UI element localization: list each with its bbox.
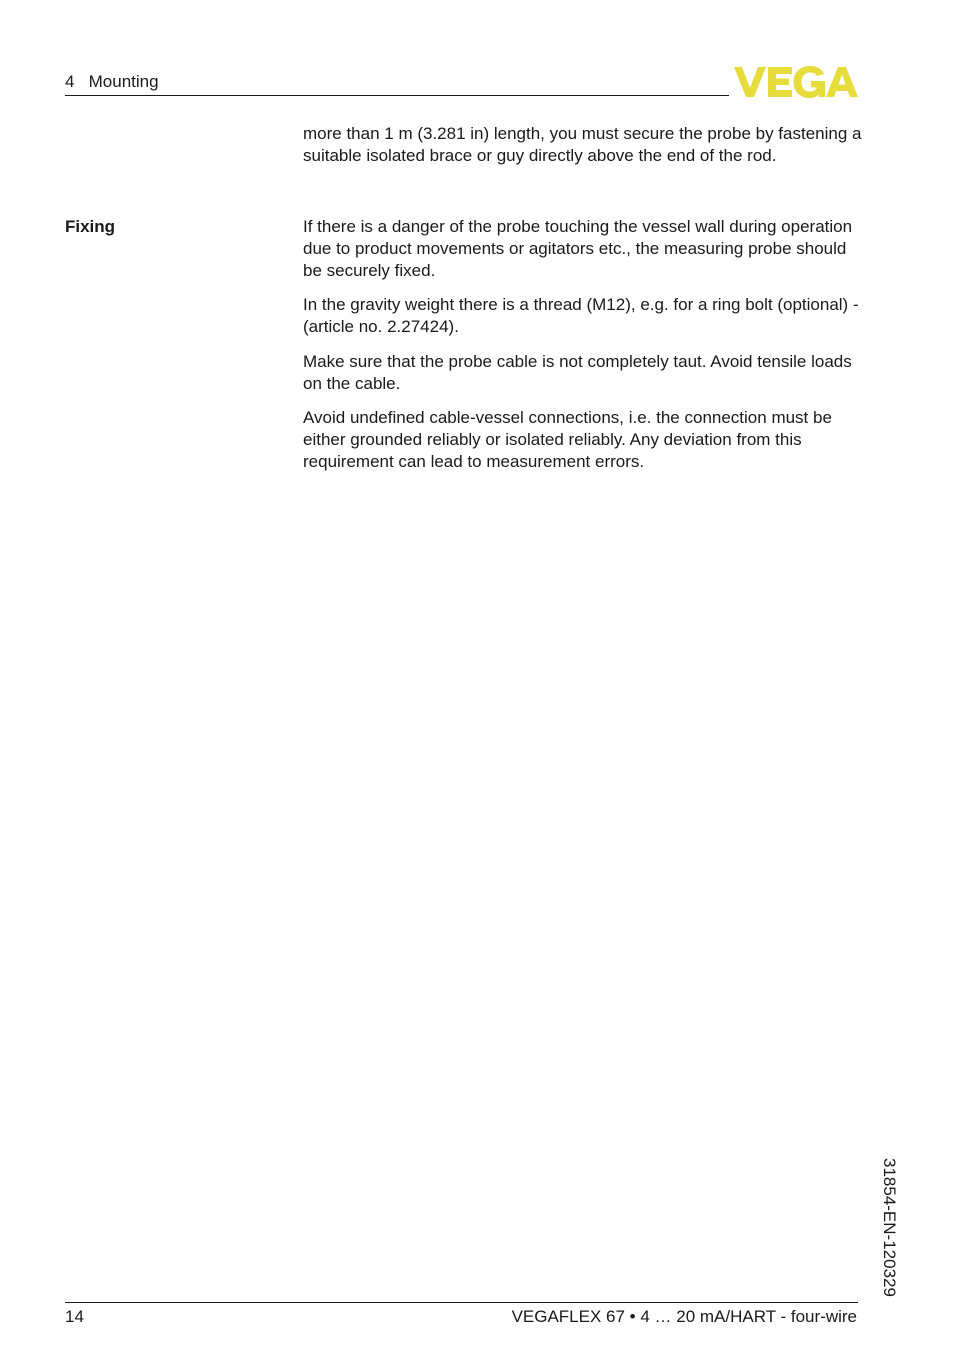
chapter-title: 4 Mounting bbox=[65, 72, 159, 91]
vega-logo bbox=[734, 66, 858, 98]
page-number: 14 bbox=[65, 1307, 84, 1326]
document-code: 31854-EN-120329 bbox=[880, 1158, 899, 1297]
fixing-paragraph-1: If there is a danger of the probe touching the vessel wall during operation due to product movements or agitators etc., the measuring probe should be securely fixed. bbox=[303, 217, 853, 280]
footer-divider bbox=[65, 1302, 858, 1303]
document-title: VEGAFLEX 67 • 4 … 20 mA/HART - four-wire bbox=[511, 1307, 857, 1326]
fixing-paragraph-3: Make sure that the probe cable is not completely taut. Avoid tensile loads on the cable. bbox=[303, 352, 852, 393]
fixing-paragraph-4: Avoid undefined cable-vessel connections, i.e. the connection must be either grounded reliably or isolated reliably. Any deviation from this requirement can lead to measurement errors. bbox=[303, 408, 832, 471]
continued-paragraph: more than 1 m (3.281 in) length, you must secure the probe by fastening a suitable isolated brace or guy directly above the end of the rod. bbox=[303, 124, 862, 165]
header-divider bbox=[65, 95, 729, 96]
section-heading-fixing: Fixing bbox=[65, 217, 116, 236]
fixing-paragraph-2: In the gravity weight there is a thread (M12), e.g. for a ring bolt (optional) - (article no. 2.27424). bbox=[303, 295, 859, 336]
